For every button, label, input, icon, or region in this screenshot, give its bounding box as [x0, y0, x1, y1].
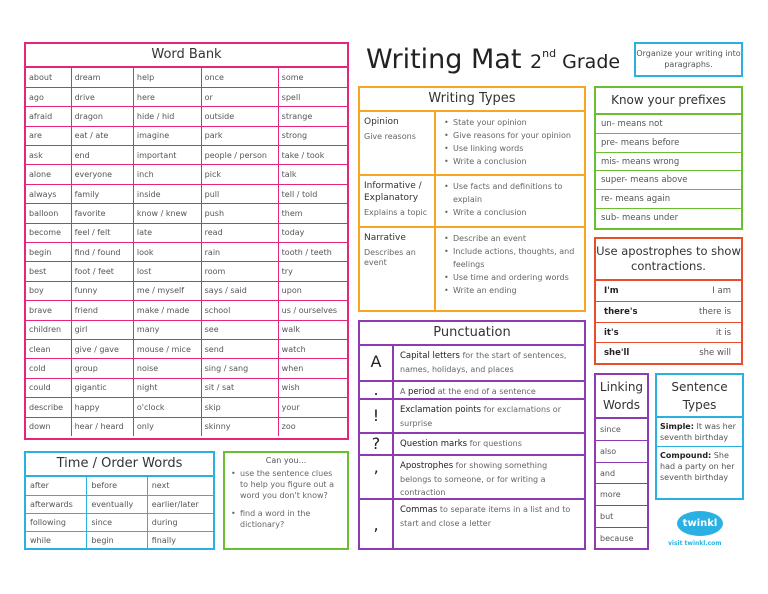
time-order-table	[26, 477, 213, 550]
title-main: Writing Mat	[366, 44, 522, 75]
word-bank-cell: ask	[26, 146, 71, 165]
writing-type-points	[438, 112, 584, 174]
can-you-item: • find a word in the dictionary?	[231, 508, 341, 530]
writing-type-label	[360, 112, 436, 174]
sentence-type-key: Compound:	[660, 451, 712, 460]
word-bank-cell: send	[201, 339, 278, 358]
word-bank-row	[26, 262, 347, 281]
time-order-title: Time / Order Words	[26, 453, 213, 477]
writing-type-name: Opinion	[364, 117, 399, 127]
word-bank-cell: room	[201, 262, 278, 281]
prefix-item: mis- means wrong	[596, 153, 741, 172]
time-order-cell: since	[87, 513, 147, 531]
word-bank-cell: funny	[71, 281, 133, 300]
punctuation-term: Capital letters	[400, 351, 460, 361]
time-order-cell: eventually	[87, 495, 147, 513]
sentence-types-title: Sentence Types	[657, 375, 742, 418]
time-order-panel	[24, 451, 215, 550]
time-order-cell: following	[26, 513, 87, 531]
grade-word: Grade	[562, 51, 621, 73]
punctuation-panel	[358, 320, 586, 550]
writing-type-point: • Use time and ordering words	[444, 271, 580, 284]
word-bank-cell: everyone	[71, 165, 133, 184]
word-bank-cell: try	[278, 262, 347, 281]
time-order-row	[26, 477, 213, 495]
writing-type-point: • Include actions, thoughts, and feelings	[444, 245, 580, 271]
word-bank-cell: talk	[278, 165, 347, 184]
writing-type-point: • Give reasons for your opinion	[444, 129, 580, 142]
punctuation-desc: for exclamations or surprise	[400, 405, 561, 428]
word-bank-cell: foot / feet	[71, 262, 133, 281]
writing-types-title: Writing Types	[360, 88, 584, 112]
punctuation-row	[360, 346, 584, 380]
word-bank-cell: zoo	[278, 417, 347, 436]
word-bank-cell: balloon	[26, 204, 71, 223]
contraction-short: she'll	[604, 348, 630, 359]
twinkl-url[interactable]: visit twinkl.com	[668, 540, 722, 547]
can-you-panel	[223, 451, 349, 550]
word-bank-cell: people / person	[201, 146, 278, 165]
word-bank-row	[26, 184, 347, 203]
word-bank-cell: some	[281, 72, 304, 82]
writing-type-point: • Write a conclusion	[444, 155, 580, 168]
punctuation-prefix: A	[400, 387, 409, 396]
prefix-item: sub- means under	[601, 212, 679, 223]
writing-type-name: Narrative	[364, 233, 406, 243]
word-bank-row	[26, 301, 347, 320]
word-bank-cell: pull	[201, 184, 278, 203]
word-bank-cell: always	[26, 184, 71, 203]
writing-type-point: • Write an ending	[444, 284, 580, 297]
word-bank-cell: dragon	[71, 107, 133, 126]
word-bank-cell: eat / ate	[71, 126, 133, 145]
word-bank-cell: gigantic	[71, 378, 133, 397]
contraction-long: she will	[699, 348, 731, 359]
writing-type-points	[438, 176, 584, 226]
organize-note: Organize your writing into paragraphs.	[634, 42, 743, 77]
word-bank-cell: find / found	[71, 243, 133, 262]
word-bank-cell: read	[201, 223, 278, 242]
linking-word: also	[596, 441, 647, 463]
word-bank-cell: only	[133, 417, 201, 436]
word-bank-cell: favorite	[71, 204, 133, 223]
word-bank-cell: walk	[278, 320, 347, 339]
writing-type-name: Informative / Explanatory	[364, 181, 422, 203]
word-bank-cell: see	[201, 320, 278, 339]
word-bank-row	[26, 243, 347, 262]
word-bank-row	[26, 107, 347, 126]
sentence-type-example: It was her seventh birthday	[660, 422, 736, 442]
word-bank-cell: group	[71, 359, 133, 378]
linking-word: more	[596, 484, 647, 506]
punctuation-text	[400, 434, 580, 454]
word-bank-cell: many	[133, 320, 201, 339]
word-bank-row	[26, 87, 347, 106]
word-bank-cell: cold	[26, 359, 71, 378]
word-bank-cell: push	[201, 204, 278, 223]
contraction-row	[596, 302, 741, 323]
punctuation-row	[360, 454, 584, 498]
prefix-item: un- means not	[596, 115, 741, 134]
punctuation-desc: for showing something belongs to someone, or for writing a contraction	[400, 461, 548, 497]
word-bank-cell: friend	[71, 301, 133, 320]
word-bank-cell: imagine	[133, 126, 201, 145]
word-bank-title: Word Bank	[26, 44, 347, 68]
prefix-item: super- means above	[596, 171, 741, 190]
word-bank-cell: strong	[278, 126, 347, 145]
contraction-short: there's	[604, 306, 638, 317]
punctuation-symbol: !	[360, 400, 394, 432]
writing-type-points	[438, 228, 584, 310]
time-order-cell: while	[26, 532, 87, 550]
word-bank-cell: lost	[133, 262, 201, 281]
word-bank-cell: clean	[26, 339, 71, 358]
page-title	[366, 44, 620, 75]
word-bank-cell: give / gave	[71, 339, 133, 358]
sentence-type-item	[657, 447, 742, 486]
writing-type-desc: Explains a topic	[364, 208, 428, 217]
time-order-row	[26, 532, 213, 550]
punctuation-symbol: .	[360, 382, 394, 398]
grade-suffix: nd	[542, 46, 557, 60]
word-bank-row	[26, 146, 347, 165]
word-bank-cell: feel / felt	[71, 223, 133, 242]
time-order-cell: earlier/later	[147, 495, 213, 513]
punctuation-row	[360, 380, 584, 398]
word-bank-cell: school	[201, 301, 278, 320]
time-order-cell: next	[151, 481, 170, 491]
word-bank-cell: skinny	[201, 417, 278, 436]
time-order-cell: after	[26, 477, 87, 495]
word-bank-cell: inch	[133, 165, 201, 184]
punctuation-text	[400, 346, 580, 380]
punctuation-symbol: ’	[360, 456, 394, 498]
title-grade	[530, 46, 621, 73]
can-you-item: • use the sentence clues to help you figure out a word you don't know?	[231, 468, 341, 501]
writing-type-point: • State your opinion	[444, 116, 580, 129]
punctuation-desc: to separate items in a list and to start and close a letter	[400, 505, 571, 528]
word-bank-cell: when	[278, 359, 347, 378]
contraction-long: I am	[712, 286, 731, 296]
word-bank-cell: skip	[201, 398, 278, 417]
punctuation-term: period	[408, 387, 436, 397]
word-bank-cell: here	[133, 87, 201, 106]
word-bank-cell: tooth / teeth	[278, 243, 347, 262]
word-bank-cell: rain	[201, 243, 278, 262]
contraction-short: it's	[604, 327, 619, 338]
punctuation-text	[400, 500, 580, 550]
word-bank-cell: pick	[201, 165, 278, 184]
writing-type-point: • Write a conclusion	[444, 206, 580, 219]
time-order-cell: afterwards	[26, 495, 87, 513]
punctuation-term: Apostrophes	[400, 461, 454, 471]
writing-type-point: • Describe an event	[444, 232, 580, 245]
writing-type-desc: Describes an event	[364, 248, 416, 267]
prefixes-panel	[594, 86, 743, 230]
word-bank-row	[26, 126, 347, 145]
word-bank-cell: noise	[133, 359, 201, 378]
prefixes-title: Know your prefixes	[596, 88, 741, 115]
punctuation-desc: for the start of sentences, names, holidays, and places	[400, 351, 567, 374]
word-bank-cell: mouse / mice	[133, 339, 201, 358]
word-bank-cell: them	[278, 204, 347, 223]
word-bank-row	[26, 398, 347, 417]
word-bank-cell: alone	[26, 165, 71, 184]
word-bank-cell: end	[71, 146, 133, 165]
word-bank-cell: park	[201, 126, 278, 145]
punctuation-row	[360, 498, 584, 550]
word-bank-cell: take / took	[278, 146, 347, 165]
word-bank-cell: brave	[26, 301, 71, 320]
word-bank-cell: o'clock	[133, 398, 201, 417]
word-bank-cell: about	[26, 68, 71, 87]
word-bank-cell: tell / told	[278, 184, 347, 203]
word-bank-cell: wish	[278, 378, 347, 397]
contraction-short: I'm	[604, 286, 619, 296]
punctuation-text	[400, 400, 580, 432]
linking-word: since	[596, 419, 647, 441]
word-bank-cell: drive	[71, 87, 133, 106]
word-bank-cell: upon	[278, 281, 347, 300]
can-you-title: Can you...	[265, 456, 307, 465]
word-bank-cell: or	[201, 87, 278, 106]
linking-word: and	[596, 463, 647, 485]
word-bank-cell: afraid	[26, 107, 71, 126]
punctuation-title: Punctuation	[360, 322, 584, 346]
word-bank-cell: hide / hid	[133, 107, 201, 126]
word-bank-row	[26, 339, 347, 358]
word-bank-row	[26, 320, 347, 339]
sentence-type-key: Simple:	[660, 422, 694, 431]
word-bank-cell: know / knew	[133, 204, 201, 223]
word-bank-cell: sing / sang	[201, 359, 278, 378]
writing-type-row	[360, 174, 584, 226]
word-bank-cell: family	[71, 184, 133, 203]
prefix-item: pre- means before	[596, 134, 741, 153]
grade-number: 2	[530, 51, 543, 73]
word-bank-panel	[24, 42, 349, 440]
contraction-row	[596, 281, 741, 302]
writing-type-row	[360, 112, 584, 174]
word-bank-row	[26, 68, 347, 87]
time-order-cell: during	[147, 513, 213, 531]
writing-type-desc: Give reasons	[364, 132, 416, 141]
word-bank-row	[26, 223, 347, 242]
punctuation-text	[400, 382, 580, 398]
word-bank-row	[26, 359, 347, 378]
time-order-cell: finally	[147, 532, 213, 550]
time-order-cell: begin	[87, 532, 147, 550]
can-you-list	[231, 468, 341, 530]
time-order-row	[26, 513, 213, 531]
writing-type-label	[360, 176, 436, 226]
word-bank-cell: us / ourselves	[278, 301, 347, 320]
punctuation-term: Commas	[400, 505, 438, 515]
word-bank-cell: sit / sat	[201, 378, 278, 397]
punctuation-row	[360, 398, 584, 432]
prefix-item: re- means again	[596, 190, 741, 209]
contraction-long: there is	[699, 306, 731, 317]
word-bank-cell: outside	[201, 107, 278, 126]
punctuation-desc: at the end of a sentence	[435, 387, 536, 396]
word-bank-cell: important	[133, 146, 201, 165]
time-order-row	[26, 495, 213, 513]
twinkl-logo[interactable]: twinkl	[677, 511, 723, 536]
punctuation-row	[360, 432, 584, 454]
writing-type-row	[360, 226, 584, 310]
word-bank-row	[26, 204, 347, 223]
word-bank-cell: look	[133, 243, 201, 262]
word-bank-cell: inside	[133, 184, 201, 203]
contraction-row	[596, 323, 741, 344]
word-bank-cell: says / said	[201, 281, 278, 300]
word-bank-cell: girl	[71, 320, 133, 339]
word-bank-cell: are	[26, 126, 71, 145]
punctuation-symbol: ?	[360, 434, 394, 454]
word-bank-table	[26, 68, 347, 436]
word-bank-cell: help	[133, 68, 201, 87]
word-bank-cell: late	[133, 223, 201, 242]
punctuation-term: Question marks	[400, 439, 468, 449]
word-bank-cell: begin	[26, 243, 71, 262]
sentence-type-example: She had a party on her seventh birthday	[660, 451, 735, 482]
writing-type-label	[360, 228, 436, 310]
sentence-types-panel	[655, 373, 744, 500]
word-bank-cell: night	[133, 378, 201, 397]
word-bank-cell: once	[201, 68, 278, 87]
word-bank-cell: down	[26, 417, 71, 436]
word-bank-cell: happy	[71, 398, 133, 417]
word-bank-cell: children	[26, 320, 71, 339]
word-bank-cell: describe	[26, 398, 71, 417]
word-bank-cell: hear / heard	[71, 417, 133, 436]
word-bank-cell: best	[26, 262, 71, 281]
apostrophes-title: Use apostrophes to show contractions.	[596, 239, 741, 281]
contraction-row	[596, 343, 741, 364]
writing-types-panel	[358, 86, 586, 312]
apostrophes-panel	[594, 237, 743, 365]
word-bank-cell: boy	[26, 281, 71, 300]
word-bank-cell: watch	[278, 339, 347, 358]
word-bank-row	[26, 281, 347, 300]
word-bank-cell: strange	[278, 107, 347, 126]
word-bank-cell: could	[26, 378, 71, 397]
writing-type-point: • Use linking words	[444, 142, 580, 155]
punctuation-term: Exclamation points	[400, 405, 482, 415]
word-bank-row	[26, 378, 347, 397]
word-bank-cell: dream	[71, 68, 133, 87]
linking-words-title: Linking Words	[596, 375, 647, 419]
word-bank-cell: spell	[278, 87, 347, 106]
word-bank-row	[26, 165, 347, 184]
contraction-long: it is	[715, 327, 731, 338]
punctuation-symbol: A	[360, 346, 394, 380]
linking-words-panel	[594, 373, 649, 550]
linking-word: because	[600, 533, 634, 543]
word-bank-cell: become	[26, 223, 71, 242]
punctuation-desc: for questions	[467, 439, 522, 448]
time-order-cell: before	[87, 477, 147, 495]
punctuation-text	[400, 456, 580, 498]
writing-type-point: • Use facts and definitions to explain	[444, 180, 580, 206]
punctuation-symbol: ,	[360, 500, 394, 550]
word-bank-cell: make / made	[133, 301, 201, 320]
word-bank-cell: your	[278, 398, 347, 417]
linking-word: but	[596, 506, 647, 528]
sentence-type-item	[657, 418, 742, 447]
word-bank-cell: me / myself	[133, 281, 201, 300]
word-bank-cell: today	[278, 223, 347, 242]
word-bank-row	[26, 417, 347, 436]
word-bank-cell: ago	[26, 87, 71, 106]
